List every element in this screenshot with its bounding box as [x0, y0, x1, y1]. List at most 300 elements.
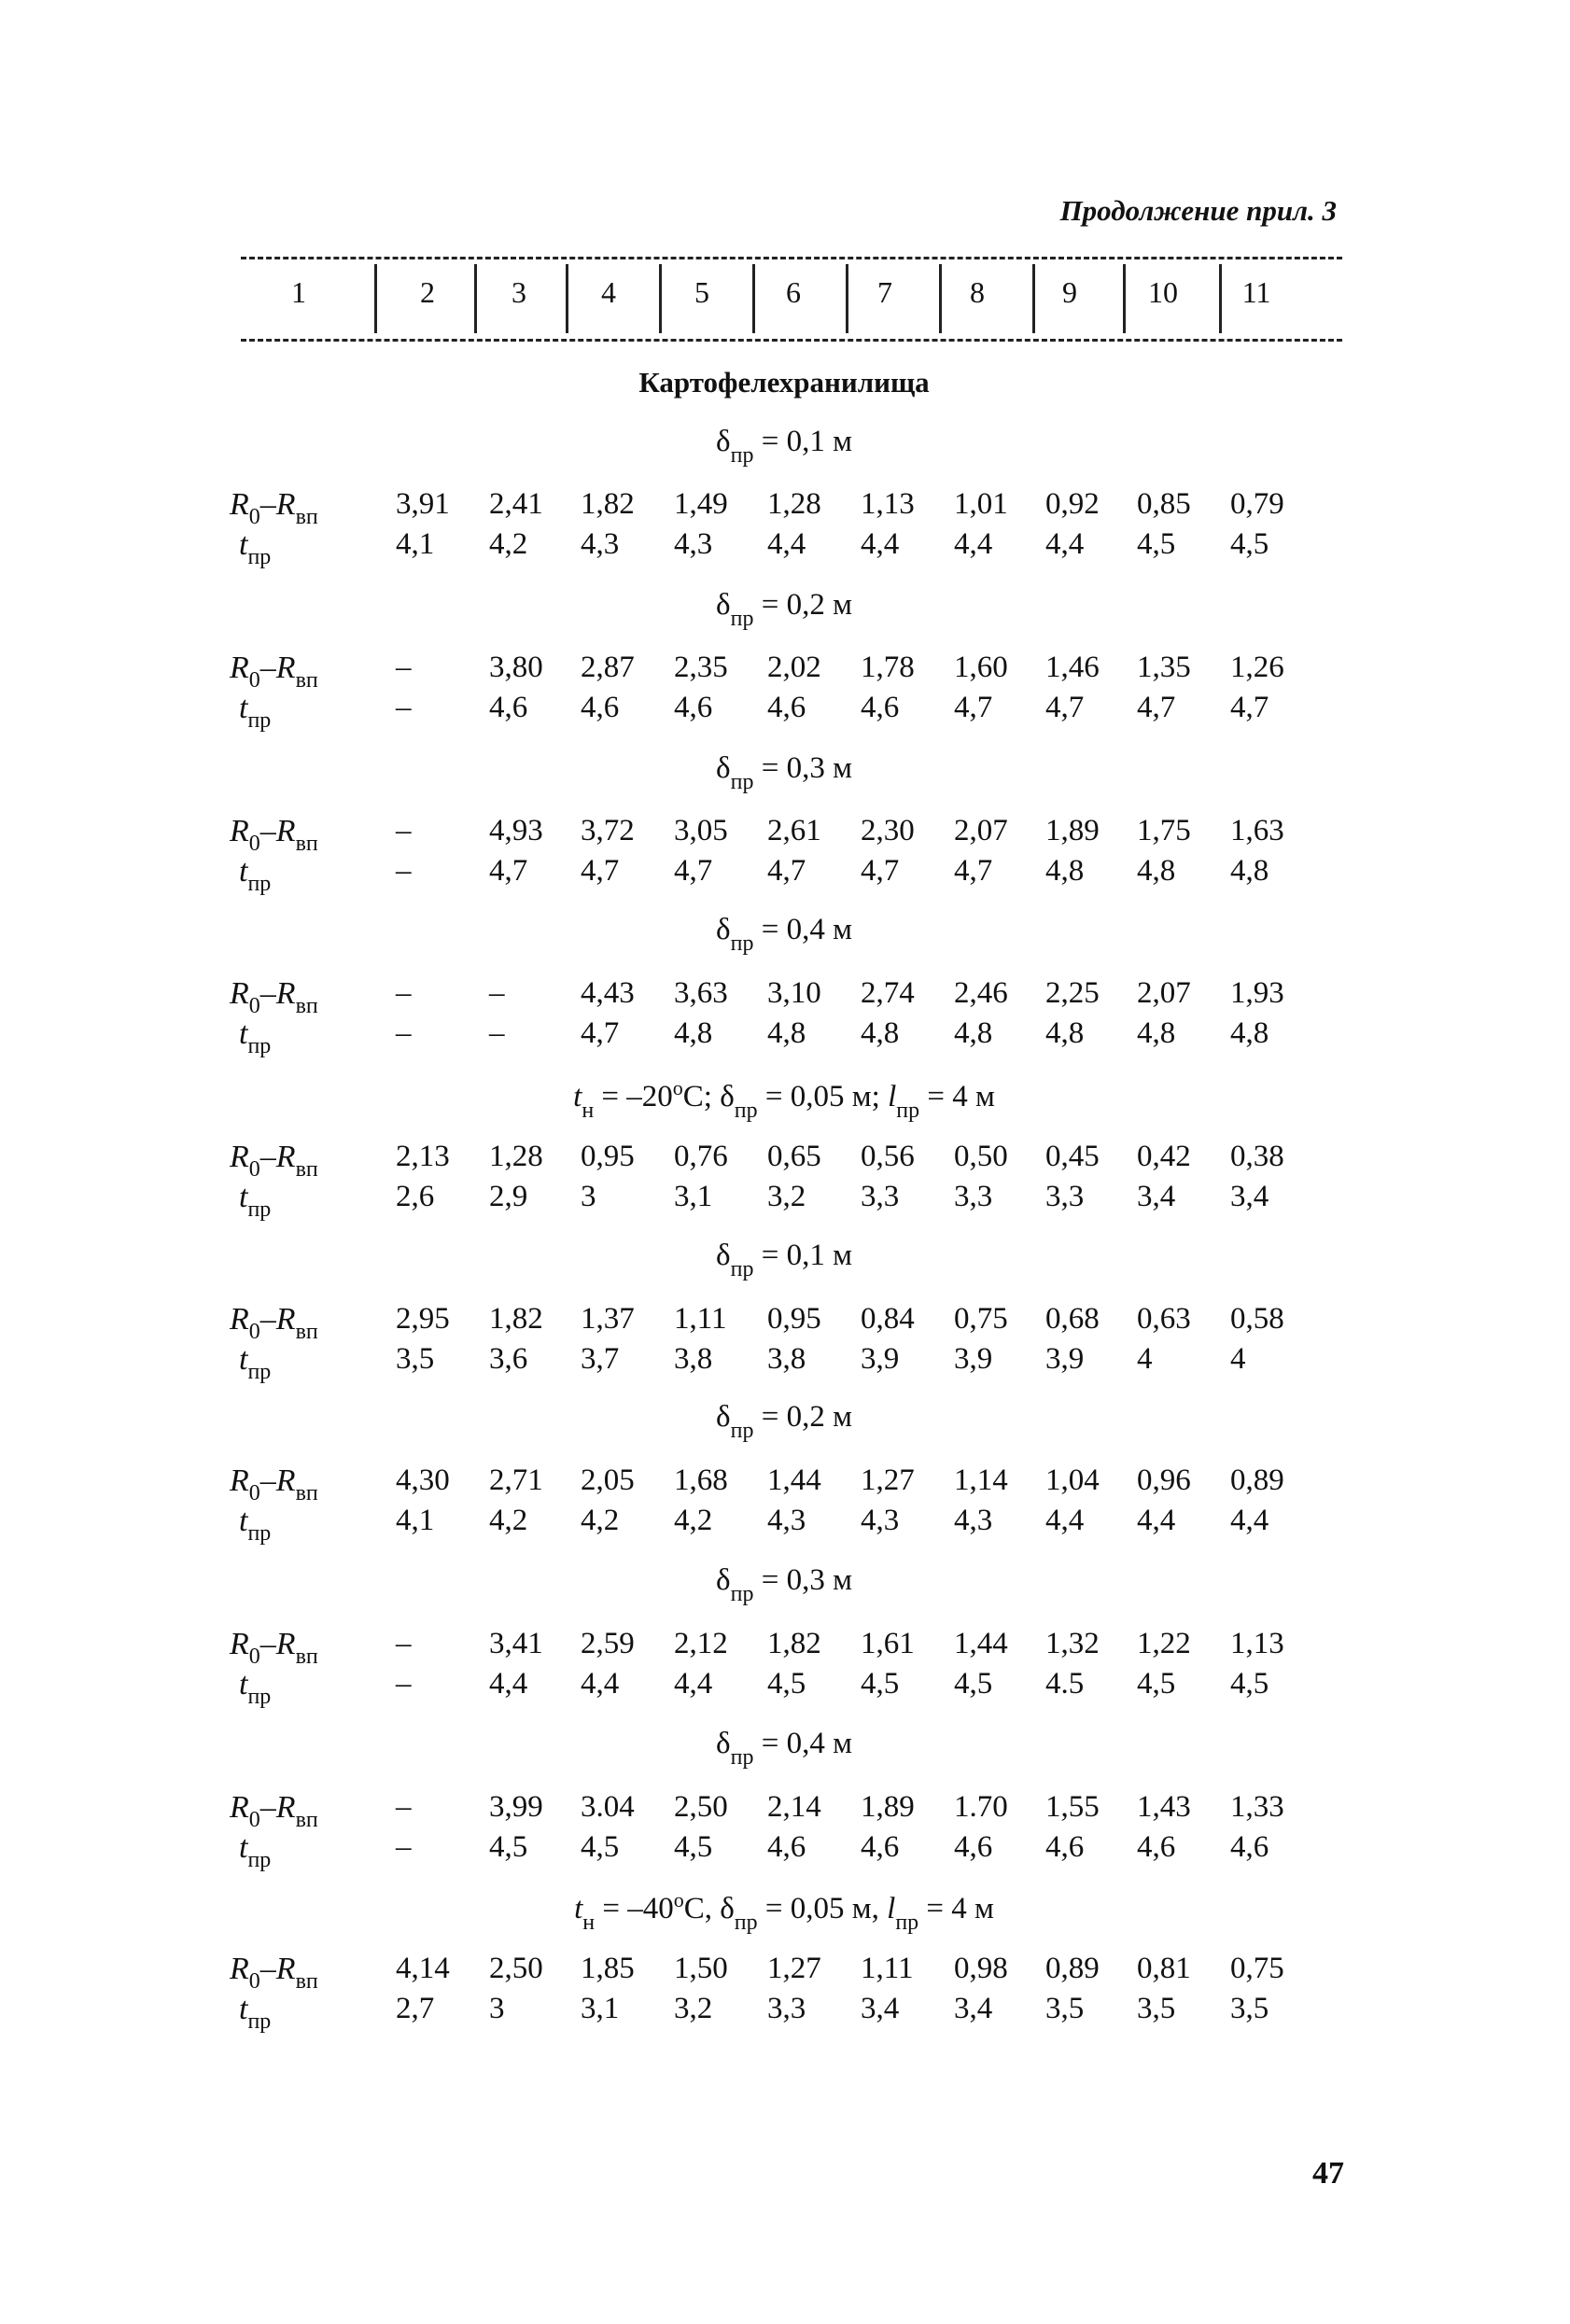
table-cell: 3,9: [954, 1342, 993, 1376]
table-row-t: [0, 1016, 1570, 1057]
table-cell: 0,65: [767, 1140, 821, 1173]
minus-sign: –: [259, 976, 276, 1011]
table-cell: 3,41: [489, 1627, 543, 1660]
condition-value: = 0,2 м: [753, 1400, 852, 1434]
table-cell: 0,45: [1045, 1140, 1100, 1173]
table-cell: 1.70: [954, 1790, 1008, 1824]
table-cell: –: [396, 1790, 412, 1824]
table-cell: –: [396, 854, 412, 888]
t-subscript-pr: пр: [247, 1685, 272, 1709]
r-symbol: R: [230, 1463, 249, 1498]
delta-subscript: пр: [734, 1099, 758, 1123]
table-cell: 4,8: [1045, 1016, 1085, 1050]
delta-symbol: δ: [716, 1563, 731, 1597]
table-cell: 3,4: [954, 1992, 993, 2025]
table-cell: 3,4: [1137, 1180, 1176, 1213]
table-cell: 4,5: [1230, 1667, 1269, 1701]
table-cell: 0,58: [1230, 1302, 1284, 1336]
row-label-tpr: [239, 854, 272, 896]
table-cell: 1,11: [861, 1952, 914, 1985]
table-cell: 3,5: [1045, 1992, 1085, 2025]
table-cell: 0,98: [954, 1952, 1008, 1985]
table-cell: 1,78: [861, 651, 915, 684]
header-column-number: 5: [694, 275, 709, 309]
table-cell: 4,6: [1137, 1830, 1176, 1864]
table-cell: 1,82: [489, 1302, 543, 1336]
minus-sign: –: [259, 651, 276, 685]
table-cell: 2,59: [581, 1627, 635, 1660]
table-cell: 3,1: [581, 1992, 620, 2025]
table-cell: 4,4: [489, 1667, 528, 1701]
table-row-r: [0, 1140, 1570, 1181]
table-cell: 4,8: [1230, 1016, 1269, 1050]
row-label-r0-rvp: [230, 814, 318, 856]
section-title: Картофелехранилища: [638, 366, 930, 399]
table-cell: 1,85: [581, 1952, 635, 1985]
table-cell: –: [396, 1627, 412, 1660]
continuation-caption: Продолжение прил. 3: [1059, 194, 1337, 227]
table-cell: 4,7: [954, 854, 993, 888]
table-cell: 2,74: [861, 976, 915, 1010]
temperature-value: = –20: [594, 1080, 673, 1113]
table-cell: 2,07: [954, 814, 1008, 847]
table-cell: 1,13: [861, 487, 915, 521]
table-cell: 3,63: [674, 976, 728, 1010]
table-cell: 2,02: [767, 651, 821, 684]
table-cell: 1,44: [767, 1463, 821, 1497]
header-column-divider: [1032, 264, 1035, 333]
t-subscript-pr: пр: [247, 1360, 272, 1384]
table-cell: 4,5: [861, 1667, 900, 1701]
thickness-value: = 0,05 м,: [757, 1892, 888, 1925]
header-column-number: 8: [970, 275, 985, 309]
table-cell: 1,75: [1137, 814, 1191, 847]
t-symbol: t: [239, 1830, 248, 1865]
header-column-divider: [659, 264, 662, 333]
table-cell: 4,3: [581, 527, 620, 561]
table-cell: 0,42: [1137, 1140, 1191, 1173]
table-cell: 4,4: [861, 527, 900, 561]
l-symbol: l: [887, 1892, 896, 1925]
table-cell: 1,68: [674, 1463, 728, 1497]
r-subscript-0: 0: [248, 994, 260, 1018]
condition-value: = 0,3 м: [753, 1563, 852, 1597]
minus-sign: –: [259, 814, 276, 848]
celsius-unit: С;: [682, 1080, 721, 1113]
table-cell: 4,5: [1137, 1667, 1176, 1701]
minus-sign: –: [259, 487, 276, 522]
table-cell: 4: [1230, 1342, 1246, 1376]
r-subscript-vp: вп: [295, 1481, 318, 1505]
r-symbol: R: [230, 1952, 249, 1986]
table-cell: 1,50: [674, 1952, 728, 1985]
table-cell: 3,91: [396, 487, 450, 521]
table-cell: 4,5: [489, 1830, 528, 1864]
table-cell: 4,6: [489, 691, 528, 724]
table-cell: 1,43: [1137, 1790, 1191, 1824]
delta-subscript: пр: [730, 443, 754, 468]
table-cell: 4,6: [861, 691, 900, 724]
table-cell: 0,96: [1137, 1463, 1191, 1497]
table-cell: 0,75: [954, 1302, 1008, 1336]
r-symbol: R: [230, 487, 249, 522]
r-symbol: R: [275, 1627, 296, 1661]
table-row-t: [0, 1830, 1570, 1871]
delta-subscript: пр: [730, 1257, 754, 1281]
table-cell: 4,3: [674, 527, 713, 561]
table-cell: 3,3: [954, 1180, 993, 1213]
table-cell: 2,6: [396, 1180, 435, 1213]
header-column-divider: [1219, 264, 1222, 333]
table-cell: 4,7: [954, 691, 993, 724]
table-cell: 4,2: [674, 1504, 713, 1537]
header-column-divider: [374, 264, 377, 333]
table-row-r: [0, 976, 1570, 1017]
header-column-divider: [752, 264, 755, 333]
table-cell: 4,30: [396, 1463, 450, 1497]
table-cell: 4,8: [1230, 854, 1269, 888]
table-cell: 4,3: [954, 1504, 993, 1537]
table-cell: 1,93: [1230, 976, 1284, 1010]
table-cell: 0,92: [1045, 487, 1100, 521]
table-cell: –: [396, 1667, 412, 1701]
delta-subscript: пр: [730, 607, 754, 631]
table-cell: 4,7: [1137, 691, 1176, 724]
condition-value: = 0,3 м: [753, 751, 852, 785]
r-symbol: R: [230, 1627, 249, 1661]
table-cell: 2,30: [861, 814, 915, 847]
r-subscript-0: 0: [248, 1320, 260, 1344]
table-cell: 4,7: [767, 854, 806, 888]
header-column-number: 3: [512, 275, 526, 309]
t-subscript-pr: пр: [247, 2009, 272, 2034]
header-column-divider: [846, 264, 848, 333]
t-symbol: t: [573, 1080, 582, 1113]
table-cell: 4,7: [674, 854, 713, 888]
table-cell: 0,89: [1045, 1952, 1100, 1985]
r-symbol: R: [275, 1140, 296, 1174]
table-cell: 4,6: [861, 1830, 900, 1864]
table-cell: 3,3: [861, 1180, 900, 1213]
table-cell: 3: [489, 1992, 505, 2025]
header-column-number: 2: [420, 275, 435, 309]
condition-line: [653, 1727, 915, 1770]
table-cell: 3,2: [767, 1180, 806, 1213]
table-cell: 2,35: [674, 651, 728, 684]
header-column-number: 1: [291, 275, 306, 309]
table-cell: –: [396, 1016, 412, 1050]
table-cell: 4,4: [954, 527, 993, 561]
delta-subscript: пр: [730, 1582, 754, 1606]
table-cell: 4,4: [674, 1667, 713, 1701]
t-symbol: t: [239, 1342, 248, 1377]
table-cell: 3,1: [674, 1180, 713, 1213]
row-label-r0-rvp: [230, 1140, 318, 1182]
minus-sign: –: [259, 1627, 276, 1661]
table-cell: 0,50: [954, 1140, 1008, 1173]
table-cell: 4,2: [489, 1504, 528, 1537]
table-cell: 1,28: [489, 1140, 543, 1173]
table-row-r: [0, 651, 1570, 692]
minus-sign: –: [259, 1463, 276, 1498]
row-label-tpr: [239, 1342, 272, 1384]
table-cell: –: [396, 814, 412, 847]
t-subscript-pr: пр: [247, 1197, 272, 1222]
table-cell: 1,27: [861, 1463, 915, 1497]
r-subscript-vp: вп: [295, 1808, 318, 1832]
t-subscript: н: [582, 1911, 596, 1935]
t-subscript-pr: пр: [247, 708, 272, 733]
temperature-value: = –40: [595, 1892, 674, 1925]
table-cell: 4,43: [581, 976, 635, 1010]
minus-sign: –: [259, 1952, 276, 1986]
table-cell: 1,60: [954, 651, 1008, 684]
table-cell: 3,4: [861, 1992, 900, 2025]
table-cell: 3,99: [489, 1790, 543, 1824]
condition-line: [653, 588, 915, 631]
table-cell: 4,5: [767, 1667, 806, 1701]
table-cell: –: [396, 651, 412, 684]
delta-subscript: пр: [730, 1745, 754, 1770]
table-cell: 3,72: [581, 814, 635, 847]
condition-value: = 0,1 м: [753, 425, 852, 458]
table-cell: 4,93: [489, 814, 543, 847]
table-cell: 1,14: [954, 1463, 1008, 1497]
table-cell: 4,8: [861, 1016, 900, 1050]
delta-symbol: δ: [720, 1892, 735, 1925]
r-symbol: R: [275, 976, 296, 1011]
table-cell: 2,50: [489, 1952, 543, 1985]
table-row-t: [0, 1504, 1570, 1545]
table-cell: 4,4: [767, 527, 806, 561]
delta-symbol: δ: [716, 1727, 731, 1760]
table-cell: 4,3: [767, 1504, 806, 1537]
header-column-number: 10: [1148, 275, 1178, 309]
table-cell: 1,44: [954, 1627, 1008, 1660]
table-cell: 2,12: [674, 1627, 728, 1660]
table-cell: 3,80: [489, 651, 543, 684]
r-subscript-vp: вп: [295, 1157, 318, 1182]
table-cell: 4,6: [674, 691, 713, 724]
r-subscript-vp: вп: [295, 1320, 318, 1344]
condition-value: = 0,1 м: [753, 1239, 852, 1272]
table-cell: 4,4: [1045, 527, 1085, 561]
row-label-tpr: [239, 1180, 272, 1222]
table-cell: 1,28: [767, 487, 821, 521]
table-cell: 4,5: [1230, 527, 1269, 561]
table-row-t: [0, 1992, 1570, 2033]
table-cell: 4.5: [1045, 1667, 1085, 1701]
row-label-r0-rvp: [230, 1463, 318, 1505]
table-cell: 1,61: [861, 1627, 915, 1660]
table-cell: 2,14: [767, 1790, 821, 1824]
condition-value: = 0,4 м: [753, 1727, 852, 1760]
table-cell: 0,38: [1230, 1140, 1284, 1173]
t-subscript-pr: пр: [247, 1034, 272, 1058]
table-cell: –: [396, 976, 412, 1010]
condition-line: [653, 1563, 915, 1606]
header-column-number: 7: [877, 275, 892, 309]
r-symbol: R: [275, 814, 296, 848]
l-subscript: пр: [896, 1099, 920, 1123]
minus-sign: –: [259, 1790, 276, 1825]
table-cell: 1,26: [1230, 651, 1284, 684]
r-symbol: R: [230, 651, 249, 685]
t-subscript-pr: пр: [247, 1848, 272, 1872]
l-symbol: l: [888, 1080, 897, 1113]
table-row-r: [0, 1463, 1570, 1505]
delta-symbol: δ: [716, 1400, 731, 1434]
minus-sign: –: [259, 1140, 276, 1174]
condition-value: = 0,4 м: [753, 913, 852, 946]
table-row-t: [0, 691, 1570, 732]
table-cell: 4,4: [1045, 1504, 1085, 1537]
r-symbol: R: [230, 1302, 249, 1337]
table-cell: 0,79: [1230, 487, 1284, 521]
t-symbol: t: [574, 1892, 583, 1925]
table-cell: 0,95: [581, 1140, 635, 1173]
delta-subscript: пр: [730, 1419, 754, 1443]
delta-subscript: пр: [734, 1911, 758, 1935]
r-subscript-vp: вп: [295, 1969, 318, 1994]
table-cell: 4,2: [581, 1504, 620, 1537]
row-label-r0-rvp: [230, 487, 318, 529]
table-row-t: [0, 527, 1570, 568]
header-column-divider: [474, 264, 477, 333]
delta-symbol: δ: [716, 751, 731, 785]
table-row-r: [0, 1790, 1570, 1831]
condition-line: [653, 1400, 915, 1443]
r-symbol: R: [275, 487, 296, 522]
header-column-number: 9: [1062, 275, 1077, 309]
t-symbol: t: [239, 1504, 248, 1538]
row-label-r0-rvp: [230, 1302, 318, 1344]
table-row-t: [0, 854, 1570, 895]
t-subscript-pr: пр: [247, 545, 272, 569]
page-number: 47: [1312, 2156, 1344, 2191]
table-cell: 4,5: [954, 1667, 993, 1701]
delta-symbol: δ: [716, 425, 731, 458]
r-symbol: R: [230, 1140, 249, 1174]
condition-line: [467, 1888, 1101, 1935]
length-value: = 4 м: [918, 1892, 994, 1925]
minus-sign: –: [259, 1302, 276, 1337]
t-subscript-pr: пр: [247, 872, 272, 896]
t-symbol: t: [239, 691, 248, 725]
table-cell: 4,8: [954, 1016, 993, 1050]
table-cell: 2,07: [1137, 976, 1191, 1010]
table-cell: –: [396, 1830, 412, 1864]
condition-line: [467, 1076, 1101, 1123]
table-cell: 1,22: [1137, 1627, 1191, 1660]
r-symbol: R: [230, 976, 249, 1011]
table-cell: 3,8: [767, 1342, 806, 1376]
r-symbol: R: [275, 1302, 296, 1337]
row-label-r0-rvp: [230, 651, 318, 693]
table-cell: 4,1: [396, 527, 435, 561]
table-cell: 1,33: [1230, 1790, 1284, 1824]
table-cell: 1,46: [1045, 651, 1100, 684]
row-label-r0-rvp: [230, 1627, 318, 1669]
t-subscript: н: [582, 1099, 595, 1123]
table-cell: 4,7: [581, 1016, 620, 1050]
table-cell: 4,6: [1230, 1830, 1269, 1864]
delta-subscript: пр: [730, 931, 754, 956]
row-label-tpr: [239, 691, 272, 733]
table-cell: 4,7: [1230, 691, 1269, 724]
header-column-number: 11: [1241, 275, 1271, 309]
table-cell: 3,3: [767, 1992, 806, 2025]
table-cell: 4,6: [767, 691, 806, 724]
header-dashed-rule-top: [241, 257, 1342, 259]
table-cell: 2,05: [581, 1463, 635, 1497]
table-cell: 3,2: [674, 1992, 713, 2025]
length-value: = 4 м: [919, 1080, 995, 1113]
table-cell: 2,13: [396, 1140, 450, 1173]
table-cell: 4,7: [861, 854, 900, 888]
table-cell: 3,3: [1045, 1180, 1085, 1213]
table-row-r: [0, 1302, 1570, 1343]
delta-symbol: δ: [720, 1080, 735, 1113]
table-cell: 2,7: [396, 1992, 435, 2025]
delta-subscript: пр: [730, 770, 754, 794]
r-subscript-0: 0: [248, 1481, 260, 1505]
table-cell: 2,41: [489, 487, 543, 521]
r-symbol: R: [230, 1790, 249, 1825]
r-subscript-vp: вп: [295, 994, 318, 1018]
thickness-value: = 0,05 м;: [757, 1080, 889, 1113]
row-label-tpr: [239, 1667, 272, 1709]
condition-line: [653, 751, 915, 794]
r-subscript-vp: вп: [295, 668, 318, 693]
table-cell: 1,13: [1230, 1627, 1284, 1660]
table-cell: 0,68: [1045, 1302, 1100, 1336]
header-column-number: 6: [786, 275, 801, 309]
table-cell: 0,63: [1137, 1302, 1191, 1336]
column-number-header: [241, 257, 1342, 343]
table-cell: –: [396, 691, 412, 724]
table-cell: 4,5: [581, 1830, 620, 1864]
condition-line: [653, 1239, 915, 1281]
table-row-r: [0, 487, 1570, 528]
table-cell: –: [489, 976, 505, 1010]
r-subscript-0: 0: [248, 668, 260, 693]
table-cell: 4,6: [767, 1830, 806, 1864]
table-cell: 4,6: [581, 691, 620, 724]
table-cell: 0,85: [1137, 487, 1191, 521]
degree-sign: о: [672, 1076, 683, 1099]
table-cell: 4,14: [396, 1952, 450, 1985]
table-cell: 3,8: [674, 1342, 713, 1376]
row-label-tpr: [239, 527, 272, 569]
t-symbol: t: [239, 1016, 248, 1051]
table-row-t: [0, 1180, 1570, 1221]
row-label-tpr: [239, 1504, 272, 1546]
table-cell: 2,9: [489, 1180, 528, 1213]
header-column-number: 4: [601, 275, 616, 309]
table-cell: 2,25: [1045, 976, 1100, 1010]
table-cell: 4,7: [489, 854, 528, 888]
table-cell: 3,5: [1137, 1992, 1176, 2025]
table-cell: 1,89: [861, 1790, 915, 1824]
table-cell: 3.04: [581, 1790, 635, 1824]
table-cell: 3,5: [396, 1342, 435, 1376]
r-subscript-0: 0: [248, 832, 260, 856]
table-cell: 1,89: [1045, 814, 1100, 847]
row-label-r0-rvp: [230, 1790, 318, 1832]
r-symbol: R: [275, 1790, 296, 1825]
table-cell: 1,04: [1045, 1463, 1100, 1497]
